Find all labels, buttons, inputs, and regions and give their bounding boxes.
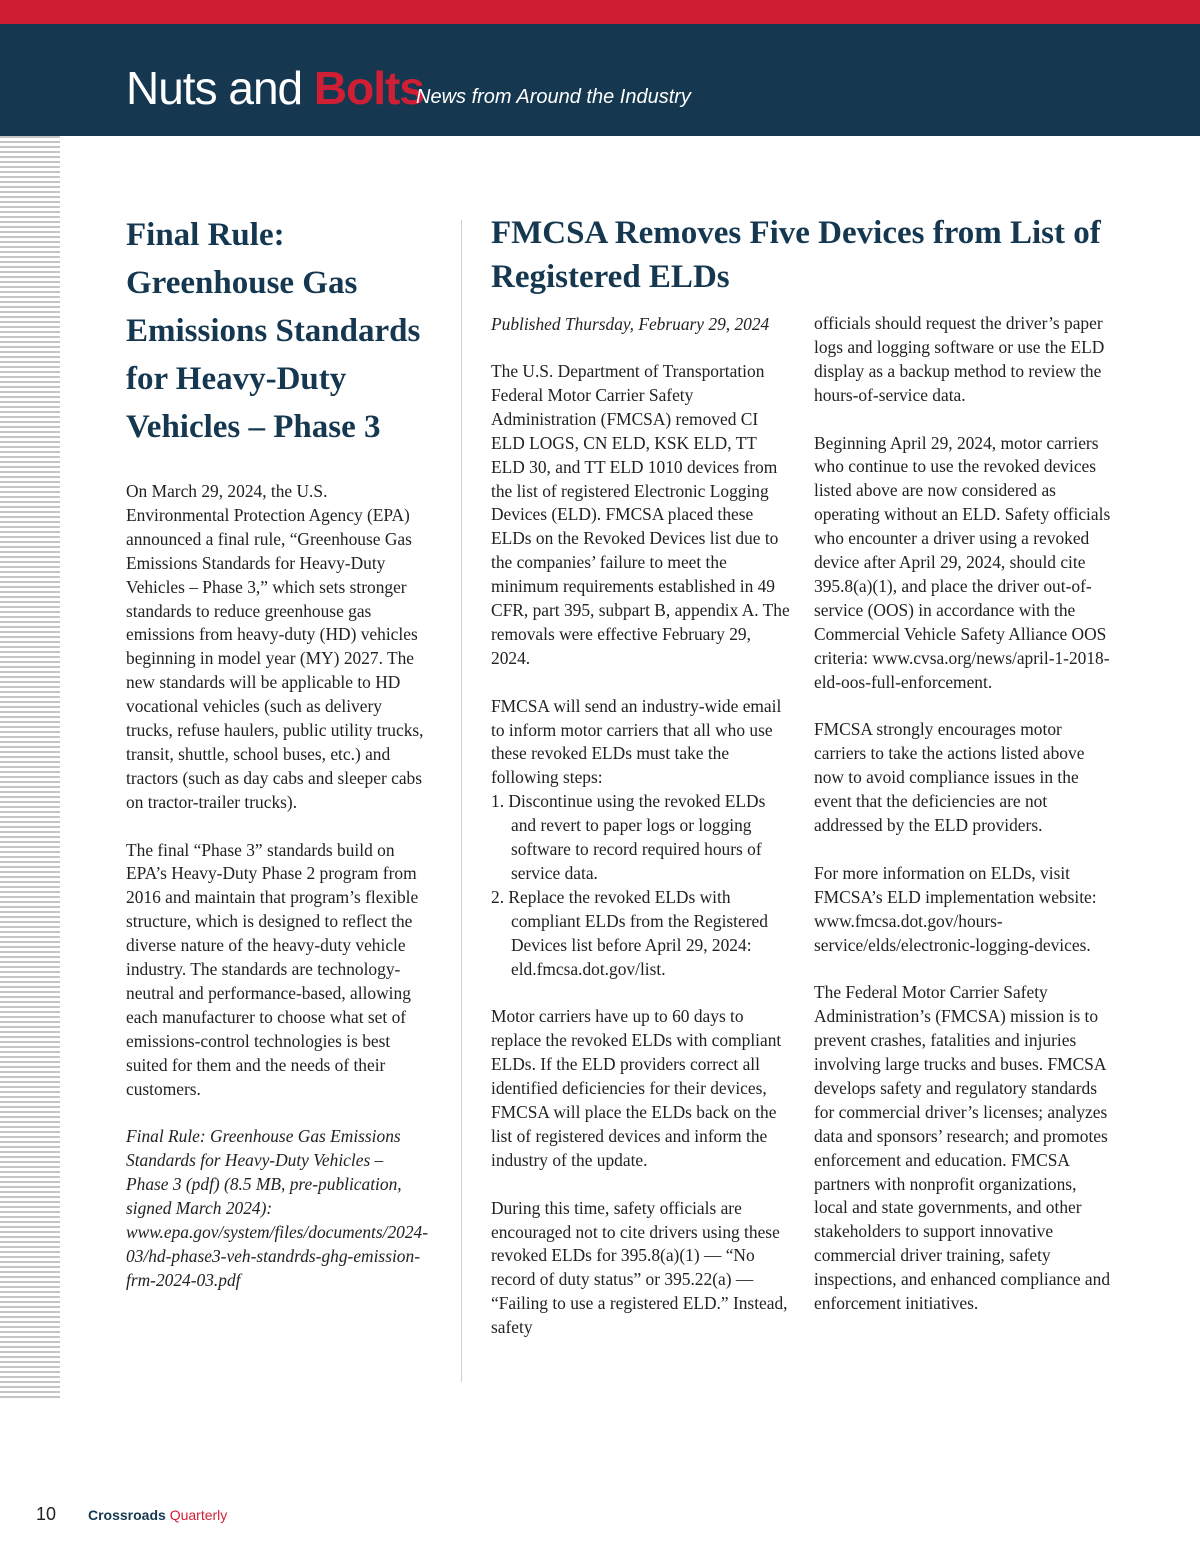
section-subtitle: News from Around the Industry [416,86,691,108]
left-paragraph-2: The final “Phase 3” standards build on EPA’s Heavy-Duty Phase 2 program from 2016 and maintain that program’s flexible structure, which is designed to reflect the diverse nature of the heavy-duty vehicle industry. The standards are technology-neutral and performance-based, allowing each manufacturer to choose what set of emissions-control technologies is best suited for them and the needs of their customers. [126,839,419,1099]
fmcsa-paragraph-8: For more information on ELDs, visit FMCSA’s ELD implementation website: www.fmcsa.dot.gov/hours-service/elds/electronic-logging-devices. [814,862,1097,955]
fmcsa-paragraph-7: FMCSA strongly encourages motor carriers to take the actions listed above now to avoid compliance issues in the event that the deficiencies are not addressed by the ELD providers. [814,719,1085,835]
fmcsa-paragraph-9: The Federal Motor Carrier Safety Administration’s (FMCSA) mission is to prevent crashes, fatalities and injuries involving large trucks and buses. FMCSA develops safety and regulatory standards for commercial driver’s licenses; analyzes data and sponsors’ research; and promotes enforcement and education. FMCSA partners with nonprofit organizations, local and state governments, and other stakeholders to support innovative commercial driver training, safety inspections, and enhanced compliance and enforcement initiatives. [814,982,1111,1314]
right-article-column-2 [814,312,1114,1340]
footer-brand [88,1507,227,1523]
left-article-title: Final Rule: Greenhouse Gas Emissions Standards for Heavy-Duty Vehicles – Phase 3 [126,217,421,445]
fmcsa-paragraph-6: Beginning April 29, 2024, motor carriers who continue to use the revoked devices listed above are now considered as operating without an ELD. Safety officials who encounter a driver using a revoked device after April 29, 2024, should cite 395.8(a)(1), and place the driver out-of-service (OOS) in accordance with the Commercial Vehicle Safety Alliance OOS criteria: www.cvsa.org/news/april-1-2018-eld-oos-full-enforcement. [814,432,1111,692]
decorative-stripes [0,136,60,1400]
section-title-light: Nuts and [126,62,303,114]
fmcsa-step-1: 1. Discontinue using the revoked ELDs and revert to paper logs or logging software to record required hours of service data. [491,791,766,884]
left-paragraph-1: On March 29, 2024, the U.S. Environmental Protection Agency (EPA) announced a final rule, “Greenhouse Gas Emissions Standards for Heavy-Duty Vehicles – Phase 3,” which sets stronger standards to reduce greenhouse gas emissions from heavy-duty (HD) vehicles beginning in model year (MY) 2027. The new standards will be applicable to HD vocational vehicles (such as delivery trucks, refuse haulers, public utility trucks, transit, shuttle, school buses, etc.) and tractors (such as day cabs and sleeper cabs on tractor-trailer trucks). [126,481,424,812]
fmcsa-paragraph-1: The U.S. Department of Transportation Federal Motor Carrier Safety Administration (FMCSA) removed CI ELD LOGS, CN ELD, KSK ELD, TT ELD 30, and TT ELD 1010 devices from the list of registered Electronic Logging Devices (ELD). FMCSA placed these ELDs on the Revoked Devices list due to the companies’ failure to meet the minimum requirements established in 49 CFR, part 395, subpart B, appendix A. The removals were effective February 29, 2024. [491,361,790,668]
section-title [126,60,424,116]
right-article-dateline: Published Thursday, February 29, 2024 [491,314,770,334]
fmcsa-paragraph-4: During this time, safety officials are encouraged not to cite drivers using these revoked ELDs for 395.8(a)(1) — “No record of duty status” or 395.22(a) — “Failing to use a registered ELD.” Instead, safety [491,1197,788,1338]
footer-brand-light: Quarterly [169,1507,228,1523]
section-title-bold: Bolts [313,62,424,114]
fmcsa-paragraph-5: officials should request the driver’s paper logs and logging software or use the ELD display as a backup method to review the hours-of-service data. [814,313,1105,405]
right-article-column-1 [491,360,791,1364]
page-number: 10 [36,1504,57,1524]
right-article-title: FMCSA Removes Five Devices from List of Registered ELDs [491,215,1101,295]
fmcsa-steps-list [491,790,791,981]
top-accent-bar [0,0,1200,24]
fmcsa-step-2: 2. Replace the revoked ELDs with compliant ELDs from the Registered Devices list before April 29, 2024: eld.fmcsa.dot.gov/list. [491,886,768,979]
fmcsa-paragraph-3: Motor carriers have up to 60 days to replace the revoked ELDs with compliant ELDs. If the ELD providers correct all identified deficiencies for their devices, FMCSA will place the ELDs back on the list of registered devices and inform the industry of the update. [491,1006,782,1170]
fmcsa-paragraph-2: FMCSA will send an industry-wide email to inform motor carriers that all who use these revoked ELDs must take the following steps: [491,695,782,788]
left-article-body [126,480,429,1317]
footer-brand-bold: Crossroads [88,1507,166,1523]
left-citation: Final Rule: Greenhouse Gas Emissions Standards for Heavy-Duty Vehicles – Phase 3 (pdf) (8.5 MB, pre-publication, signed March 2024): www.epa.gov/system/files/documents/2024-03/hd-phase3-veh-standrds-ghg-emission-frm-2024-03.pdf [126,1126,429,1290]
column-divider [461,220,462,1382]
